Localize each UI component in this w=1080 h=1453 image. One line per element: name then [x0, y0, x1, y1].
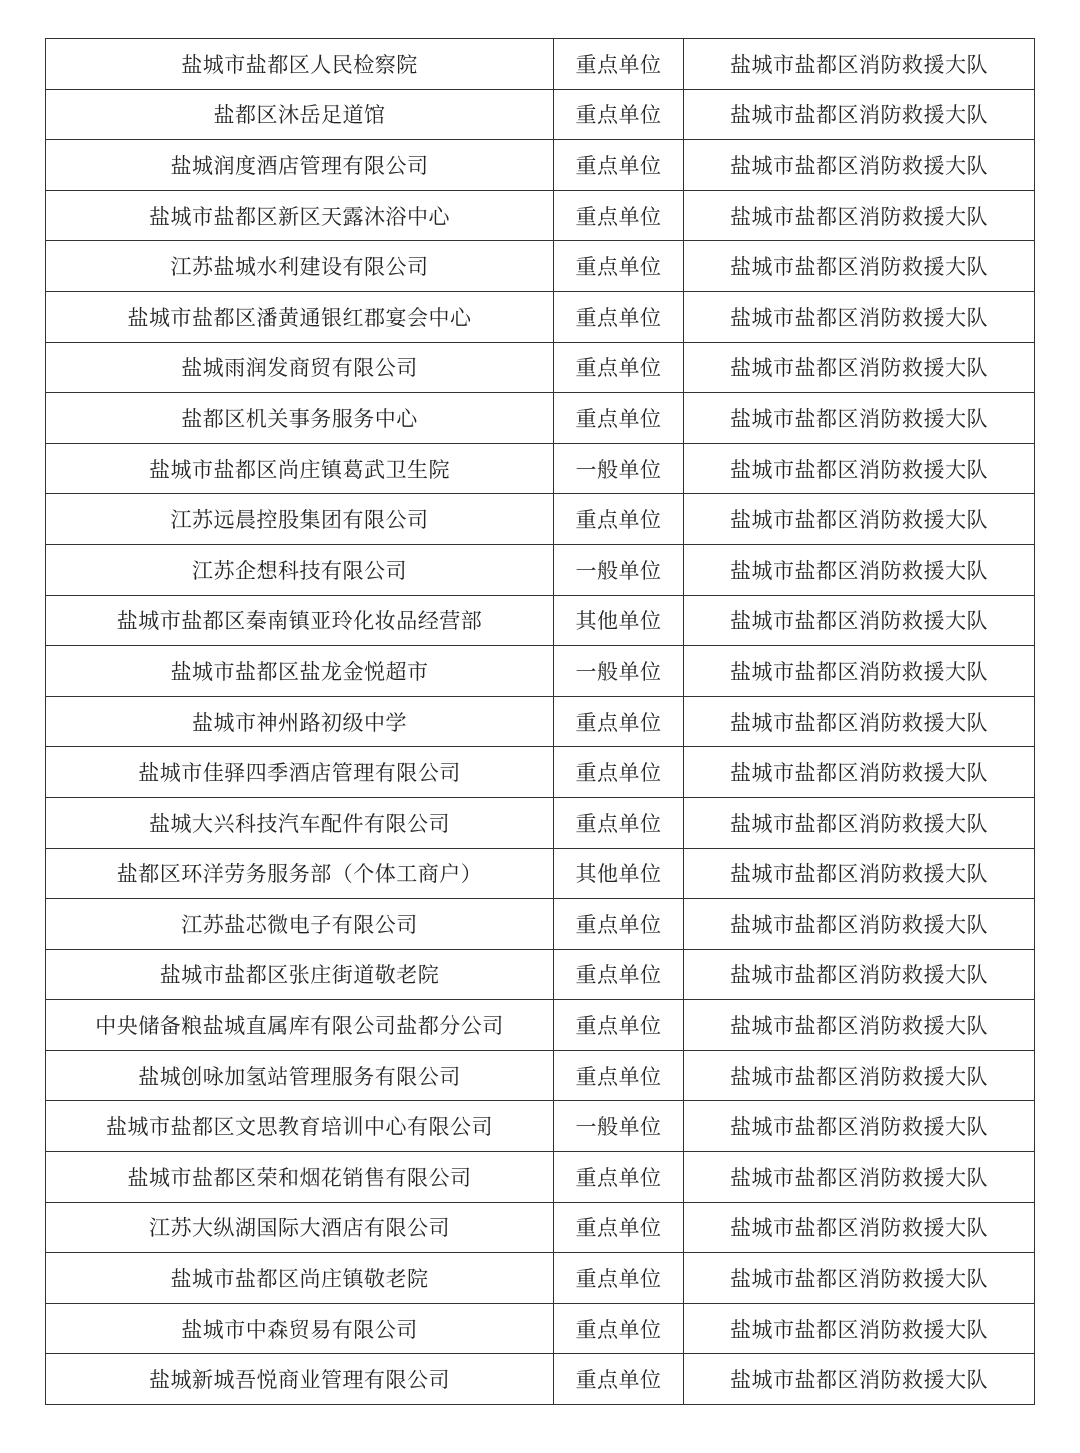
fire-brigade-cell: 盐城市盐都区消防救援大队 — [684, 797, 1035, 848]
fire-brigade-cell: 盐城市盐都区消防救援大队 — [684, 291, 1035, 342]
unit-category-cell: 其他单位 — [554, 595, 684, 646]
unit-category-cell: 重点单位 — [554, 494, 684, 545]
unit-name-cell: 盐城市中森贸易有限公司 — [46, 1303, 554, 1354]
fire-brigade-cell: 盐城市盐都区消防救援大队 — [684, 190, 1035, 241]
fire-brigade-cell: 盐城市盐都区消防救援大队 — [684, 747, 1035, 798]
fire-brigade-cell: 盐城市盐都区消防救援大队 — [684, 696, 1035, 747]
fire-brigade-cell: 盐城市盐都区消防救援大队 — [684, 899, 1035, 950]
unit-category-cell: 重点单位 — [554, 1253, 684, 1304]
table-row — [46, 190, 1035, 241]
unit-name-cell: 盐都区沐岳足道馆 — [46, 89, 554, 140]
table-row — [46, 443, 1035, 494]
fire-brigade-cell: 盐城市盐都区消防救援大队 — [684, 1202, 1035, 1253]
unit-name-cell: 盐城市盐都区人民检察院 — [46, 39, 554, 90]
fire-brigade-cell: 盐城市盐都区消防救援大队 — [684, 544, 1035, 595]
unit-category-cell: 重点单位 — [554, 393, 684, 444]
unit-name-cell: 盐都区机关事务服务中心 — [46, 393, 554, 444]
unit-category-cell: 重点单位 — [554, 1152, 684, 1203]
table-row — [46, 291, 1035, 342]
unit-category-cell: 重点单位 — [554, 241, 684, 292]
fire-brigade-cell: 盐城市盐都区消防救援大队 — [684, 1354, 1035, 1405]
fire-brigade-cell: 盐城市盐都区消防救援大队 — [684, 1050, 1035, 1101]
fire-brigade-cell: 盐城市盐都区消防救援大队 — [684, 89, 1035, 140]
unit-category-cell: 重点单位 — [554, 291, 684, 342]
unit-category-cell: 重点单位 — [554, 1354, 684, 1405]
table-row — [46, 89, 1035, 140]
unit-category-cell: 重点单位 — [554, 89, 684, 140]
table-row — [46, 393, 1035, 444]
unit-category-cell: 重点单位 — [554, 140, 684, 191]
unit-name-cell: 盐城市神州路初级中学 — [46, 696, 554, 747]
unit-category-cell: 重点单位 — [554, 39, 684, 90]
unit-category-cell: 重点单位 — [554, 899, 684, 950]
fire-brigade-cell: 盐城市盐都区消防救援大队 — [684, 39, 1035, 90]
table-row — [46, 1152, 1035, 1203]
unit-name-cell: 盐城市盐都区新区天露沐浴中心 — [46, 190, 554, 241]
unit-name-cell: 盐城雨润发商贸有限公司 — [46, 342, 554, 393]
table-row — [46, 646, 1035, 697]
unit-category-cell: 其他单位 — [554, 848, 684, 899]
unit-name-cell: 盐都区环洋劳务服务部（个体工商户） — [46, 848, 554, 899]
table-row — [46, 848, 1035, 899]
unit-name-cell: 盐城市盐都区秦南镇亚玲化妆品经营部 — [46, 595, 554, 646]
unit-name-cell: 盐城新城吾悦商业管理有限公司 — [46, 1354, 554, 1405]
unit-table-body — [46, 39, 1035, 1405]
unit-name-cell: 盐城市盐都区荣和烟花销售有限公司 — [46, 1152, 554, 1203]
table-row — [46, 595, 1035, 646]
fire-brigade-cell: 盐城市盐都区消防救援大队 — [684, 848, 1035, 899]
fire-brigade-cell: 盐城市盐都区消防救援大队 — [684, 1000, 1035, 1051]
unit-name-cell: 盐城创咏加氢站管理服务有限公司 — [46, 1050, 554, 1101]
unit-category-cell: 重点单位 — [554, 1050, 684, 1101]
unit-name-cell: 盐城市盐都区潘黄通银红郡宴会中心 — [46, 291, 554, 342]
unit-name-cell: 盐城市盐都区尚庄镇敬老院 — [46, 1253, 554, 1304]
unit-name-cell: 盐城大兴科技汽车配件有限公司 — [46, 797, 554, 848]
table-row — [46, 1354, 1035, 1405]
table-row — [46, 544, 1035, 595]
fire-brigade-cell: 盐城市盐都区消防救援大队 — [684, 494, 1035, 545]
table-row — [46, 1050, 1035, 1101]
unit-category-cell: 一般单位 — [554, 443, 684, 494]
unit-category-cell: 一般单位 — [554, 646, 684, 697]
unit-name-cell: 江苏企想科技有限公司 — [46, 544, 554, 595]
fire-brigade-cell: 盐城市盐都区消防救援大队 — [684, 1101, 1035, 1152]
table-row — [46, 1000, 1035, 1051]
fire-brigade-cell: 盐城市盐都区消防救援大队 — [684, 1152, 1035, 1203]
unit-category-cell: 重点单位 — [554, 190, 684, 241]
table-row — [46, 140, 1035, 191]
unit-category-cell: 重点单位 — [554, 949, 684, 1000]
fire-brigade-cell: 盐城市盐都区消防救援大队 — [684, 443, 1035, 494]
table-row — [46, 1101, 1035, 1152]
unit-name-cell: 江苏盐城水利建设有限公司 — [46, 241, 554, 292]
unit-name-cell: 中央储备粮盐城直属库有限公司盐都分公司 — [46, 1000, 554, 1051]
fire-brigade-cell: 盐城市盐都区消防救援大队 — [684, 646, 1035, 697]
unit-category-cell: 重点单位 — [554, 342, 684, 393]
unit-category-cell: 重点单位 — [554, 696, 684, 747]
unit-category-cell: 重点单位 — [554, 1000, 684, 1051]
table-row — [46, 1202, 1035, 1253]
unit-name-cell: 盐城润度酒店管理有限公司 — [46, 140, 554, 191]
table-row — [46, 342, 1035, 393]
unit-name-cell: 盐城市盐都区尚庄镇葛武卫生院 — [46, 443, 554, 494]
unit-name-cell: 盐城市佳驿四季酒店管理有限公司 — [46, 747, 554, 798]
table-row — [46, 696, 1035, 747]
unit-name-cell: 盐城市盐都区文思教育培训中心有限公司 — [46, 1101, 554, 1152]
unit-name-cell: 盐城市盐都区张庄街道敬老院 — [46, 949, 554, 1000]
table-row — [46, 39, 1035, 90]
unit-name-cell: 江苏大纵湖国际大酒店有限公司 — [46, 1202, 554, 1253]
table-row — [46, 241, 1035, 292]
table-row — [46, 899, 1035, 950]
fire-brigade-cell: 盐城市盐都区消防救援大队 — [684, 1303, 1035, 1354]
unit-category-cell: 重点单位 — [554, 747, 684, 798]
table-row — [46, 494, 1035, 545]
unit-category-cell: 重点单位 — [554, 1202, 684, 1253]
fire-brigade-cell: 盐城市盐都区消防救援大队 — [684, 140, 1035, 191]
unit-category-cell: 一般单位 — [554, 544, 684, 595]
fire-brigade-cell: 盐城市盐都区消防救援大队 — [684, 342, 1035, 393]
unit-category-cell: 重点单位 — [554, 1303, 684, 1354]
table-row — [46, 747, 1035, 798]
fire-brigade-cell: 盐城市盐都区消防救援大队 — [684, 595, 1035, 646]
fire-brigade-cell: 盐城市盐都区消防救援大队 — [684, 241, 1035, 292]
unit-name-cell: 盐城市盐都区盐龙金悦超市 — [46, 646, 554, 697]
table-row — [46, 1253, 1035, 1304]
table-row — [46, 797, 1035, 848]
unit-table — [45, 38, 1035, 1405]
table-row — [46, 1303, 1035, 1354]
unit-category-cell: 一般单位 — [554, 1101, 684, 1152]
unit-name-cell: 江苏盐芯微电子有限公司 — [46, 899, 554, 950]
table-row — [46, 949, 1035, 1000]
unit-name-cell: 江苏远晨控股集团有限公司 — [46, 494, 554, 545]
fire-brigade-cell: 盐城市盐都区消防救援大队 — [684, 393, 1035, 444]
fire-brigade-cell: 盐城市盐都区消防救援大队 — [684, 949, 1035, 1000]
fire-brigade-cell: 盐城市盐都区消防救援大队 — [684, 1253, 1035, 1304]
unit-category-cell: 重点单位 — [554, 797, 684, 848]
